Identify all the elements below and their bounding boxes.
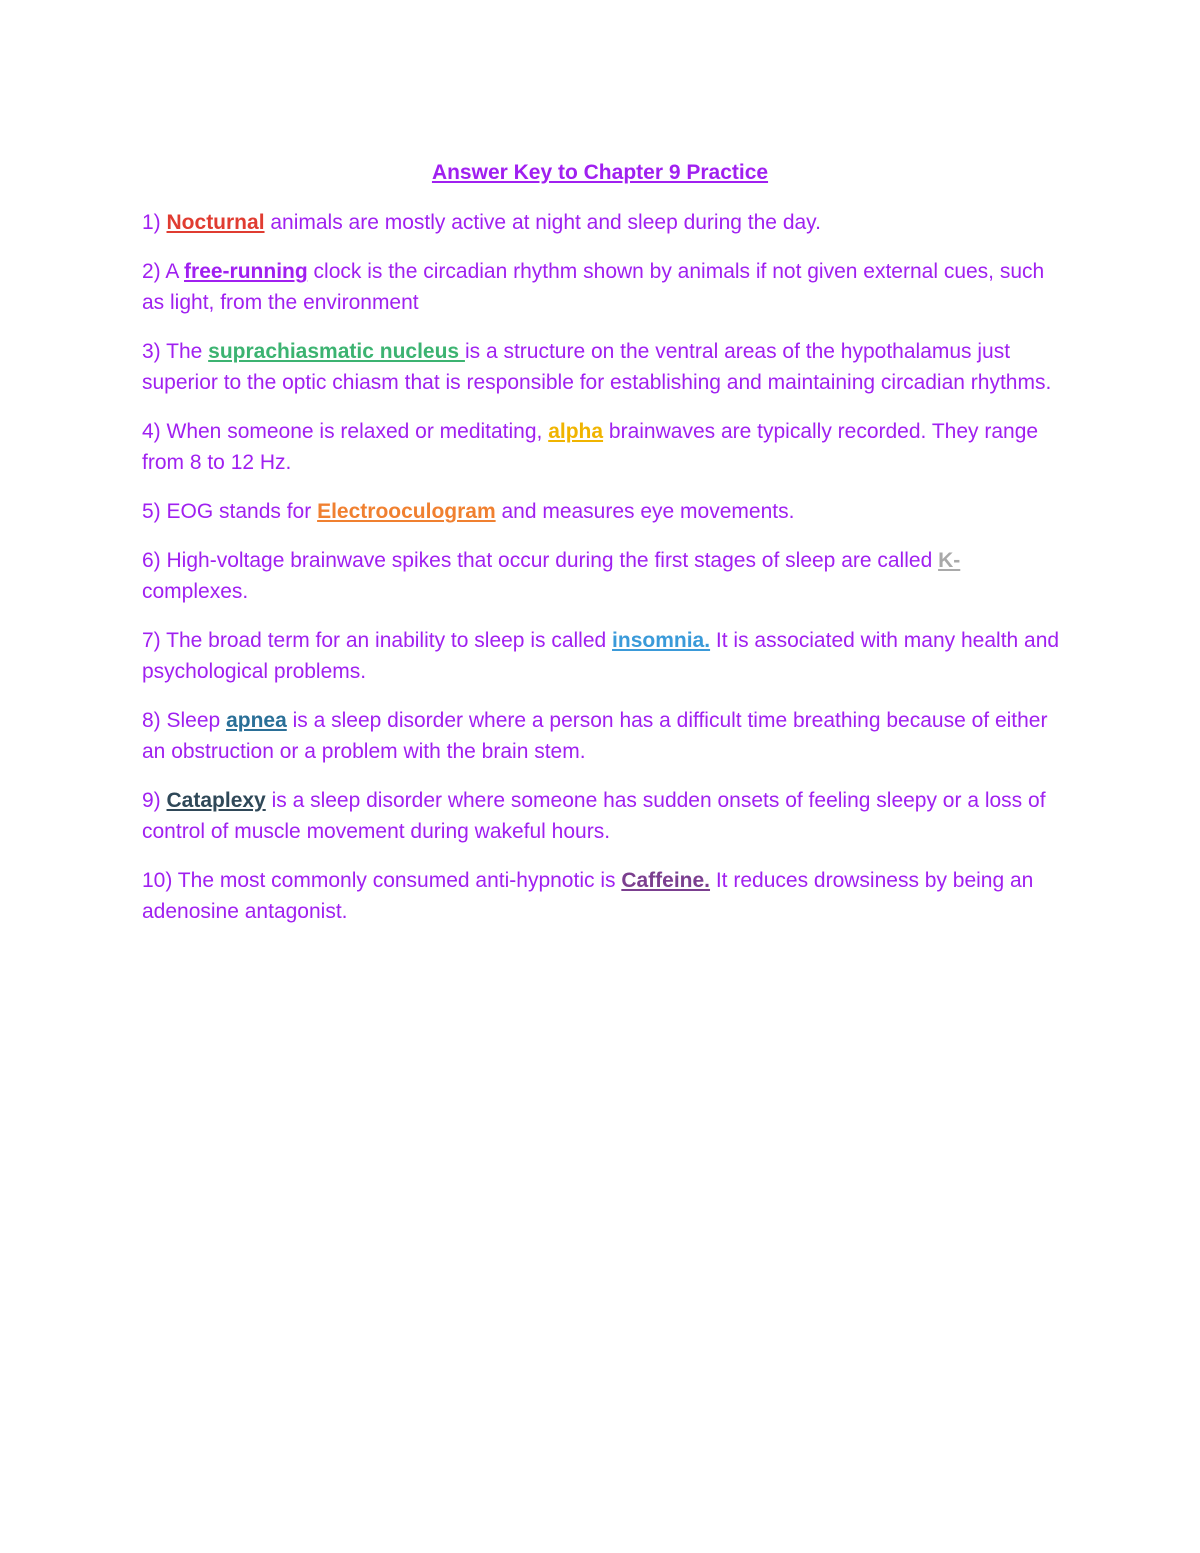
answer-item-8: [142, 705, 1072, 767]
answer-item-7: [142, 625, 1072, 687]
item-text-before: 9): [142, 789, 167, 812]
answer-item-2: [142, 256, 1072, 318]
answer-item-6: [142, 545, 1072, 607]
item-text-before: 8) Sleep: [142, 709, 227, 732]
item-text-before: 6) High-voltage brainwave spikes that occur during the first stages of sleep are called: [142, 549, 939, 572]
item-text-before: 7) The broad term for an inability to sleep is called: [142, 629, 613, 652]
item-text-after: is a sleep disorder where a person has a difficult time breathing because of either an obstruction or a problem with the brain stem.: [142, 709, 1048, 763]
answer-term: Caffeine.: [621, 869, 711, 892]
item-text-after: complexes.: [142, 580, 249, 603]
answer-list: [142, 207, 1072, 945]
answer-term: K-: [938, 549, 961, 572]
document-title: Answer Key to Chapter 9 Practice: [431, 161, 769, 184]
item-text-after: and measures eye movements.: [495, 500, 795, 523]
answer-item-10: [142, 865, 1072, 927]
item-text-after: animals are mostly active at night and sleep during the day.: [264, 211, 821, 234]
answer-term: apnea: [226, 709, 287, 732]
answer-term: insomnia.: [612, 629, 711, 652]
answer-term: free-running: [184, 260, 308, 283]
item-text-after: brainwaves are typically recorded. They range from 8 to 12 Hz.: [142, 420, 1039, 474]
item-text-before: 4) When someone is relaxed or meditating,: [142, 420, 549, 443]
item-text-before: 10) The most commonly consumed anti-hypnotic is: [142, 869, 622, 892]
answer-item-5: [142, 496, 1072, 527]
item-text-after: is a structure on the ventral areas of the hypothalamus just superior to the optic chiasm that is responsible for establishing and maintaining circadian rhythms.: [142, 340, 1052, 394]
answer-item-4: [142, 416, 1072, 478]
item-text-after: is a sleep disorder where someone has sudden onsets of feeling sleepy or a loss of control of muscle movement during wakeful hours.: [142, 789, 1046, 843]
item-text-before: 3) The: [142, 340, 209, 363]
item-text-before: 5) EOG stands for: [142, 500, 318, 523]
item-text-after: It reduces drowsiness by being an adenosine antagonist.: [142, 869, 1034, 923]
item-text-after: It is associated with many health and psychological problems.: [142, 629, 1060, 683]
answer-item-9: [142, 785, 1072, 847]
answer-item-1: [142, 207, 1072, 238]
answer-term: Cataplexy: [166, 789, 266, 812]
answer-term: alpha: [548, 420, 604, 443]
answer-term: Electrooculogram: [317, 500, 496, 523]
item-text-after: clock is the circadian rhythm shown by animals if not given external cues, such as light, from the environment: [142, 260, 1045, 314]
item-text-before: 1): [142, 211, 167, 234]
answer-term: suprachiasmatic nucleus: [208, 340, 465, 363]
answer-term: Nocturnal: [166, 211, 265, 234]
answer-item-3: [142, 336, 1072, 398]
item-text-before: 2) A: [142, 260, 185, 283]
